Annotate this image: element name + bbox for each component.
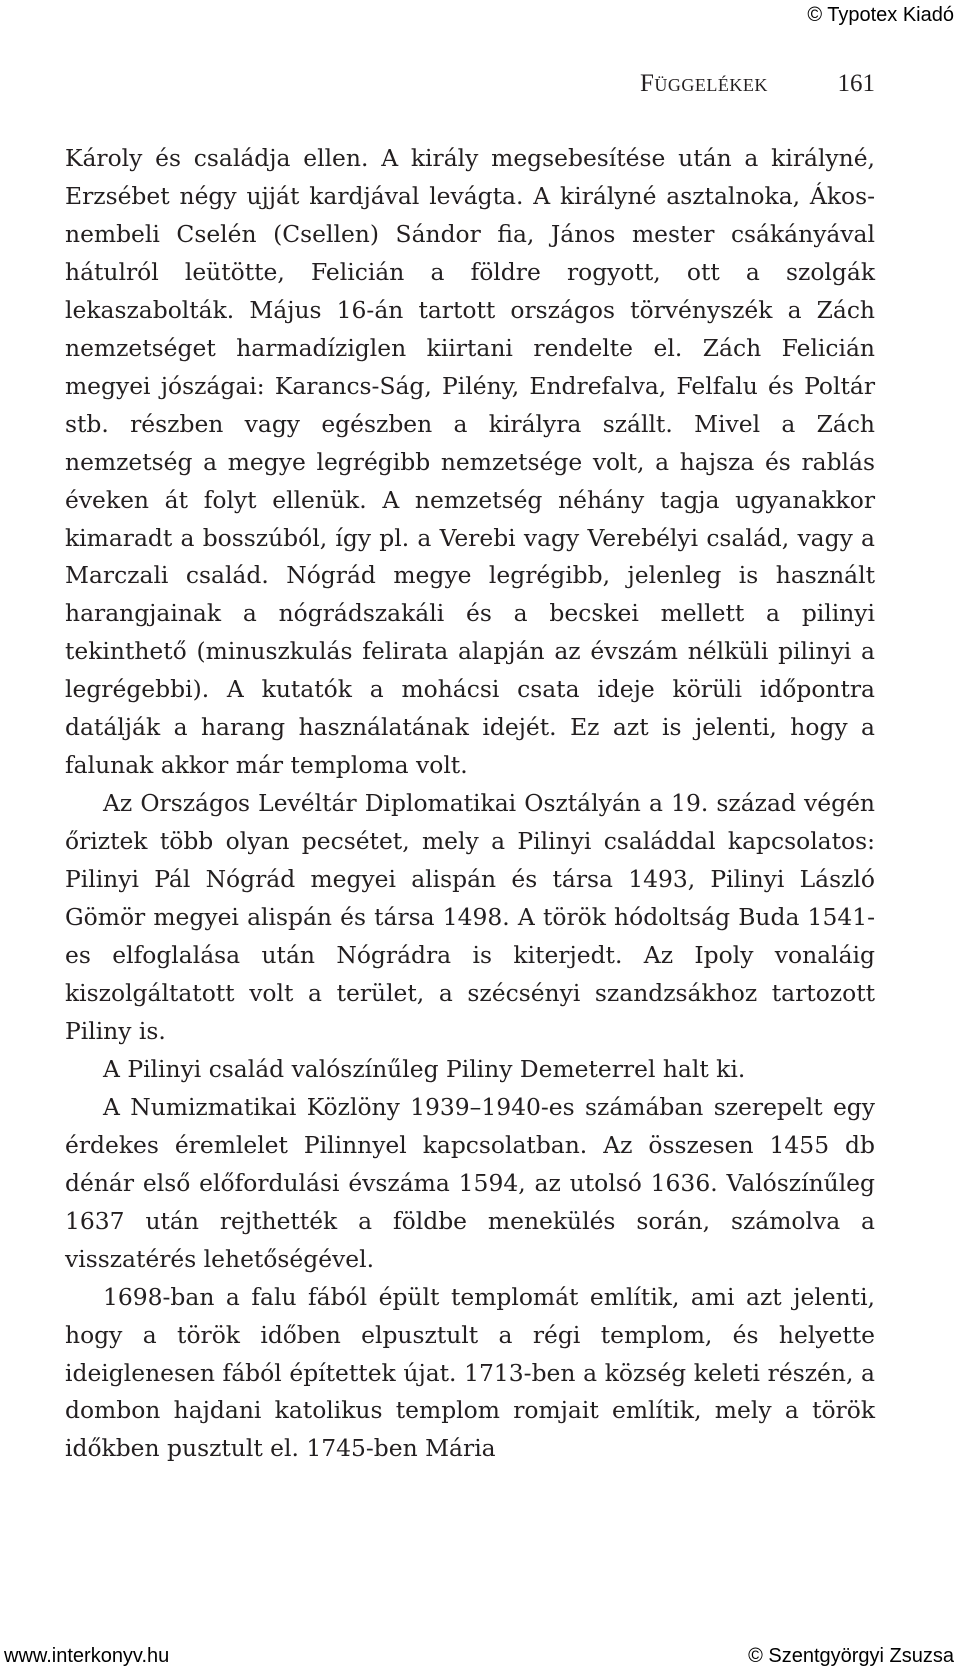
paragraph: A Pilinyi család valószínűleg Piliny Demeterrel halt ki. <box>103 1054 746 1083</box>
running-head: Függelékek <box>640 70 768 97</box>
paragraph: Az Országos Levéltár Diplomatikai Osztályán a 19. század végén őriztek több olyan pecsétet, mely a Pilinyi családdal kapcsolatos: Pilinyi Pál Nógrád megyei alispán és társa 1493, Pilinyi László Gömör megyei alispán és társa 1498. A török hódoltság Buda 1541-es elfoglalása után Nógrádra is kiterjedt. Az Ipoly vonaláig kiszolgáltatott volt a terület, a szécsényi szandzsákhoz tartozott Piliny is. <box>65 789 875 1045</box>
page-number: 161 <box>837 70 875 97</box>
footer-website-link[interactable]: www.interkonyv.hu <box>4 1645 170 1667</box>
publisher-watermark: © Typotex Kiadó <box>807 4 954 26</box>
body-text <box>65 140 875 1468</box>
paragraph: A Numizmatikai Közlöny 1939–1940-es számában szerepelt egy érdekes éremlelet Pilinnyel kapcsolatban. Az összesen 1455 db dénár első előfordulási évszáma 1594, az utolsó 1636. Valószínűleg 1637 után rejthették a földbe menekülés során, számolva a visszatérés lehetőségével. <box>65 1092 875 1273</box>
footer-copyright: © Szentgyörgyi Zsuzsa <box>748 1645 954 1667</box>
paragraph: Károly és családja ellen. A király megsebesítése után a királyné, Erzsébet négy ujját kardjával levágta. A királyné asztalnoka, Ákos-nembeli Cselén (Csellen) Sándor fia, János mester csákányával hátulról leütötte, Felicián a földre rogyott, ott a szolgák lekaszabolták. Május 16-án tartott országos törvényszék a Zách nemzetséget harmadíziglen kiirtani rendelte el. Zách Felicián megyei jószágai: Karancs-Ság, Pilény, Endrefalva, Felfalu és Poltár stb. részben vagy egészben a királyra szállt. Mivel a Zách nemzetség a megye legrégibb nemzetsége volt, a hajsza és rablás éveken át folyt ellenük. A nemzetség néhány tagja ugyanakkor kimaradt a bosszúból, így pl. a Verebi vagy Verebélyi család, vagy a Marczali család. Nógrád megye legrégibb, jelenleg is használt harangjainak a nógrádszakáli és a becskei mellett a pilinyi tekinthető (minuszkulás felirata alapján az évszám nélküli pilinyi a legrégebbi). A kutatók a mohácsi csata ideje körüli időpontra datálják a harang használatának idejét. Ez azt is jelenti, hogy a falunak akkor már temploma volt. <box>65 144 875 780</box>
paragraph: 1698-ban a falu fából épült templomát említik, ami azt jelenti, hogy a török időben elpusztult a régi templom, és helyette ideiglenesen fából építettek újat. 1713-ben a község keleti részén, a dombon hajdani katolikus templom romjait említik, mely a török időkben pusztult el. 1745-ben Mária <box>65 1282 875 1463</box>
